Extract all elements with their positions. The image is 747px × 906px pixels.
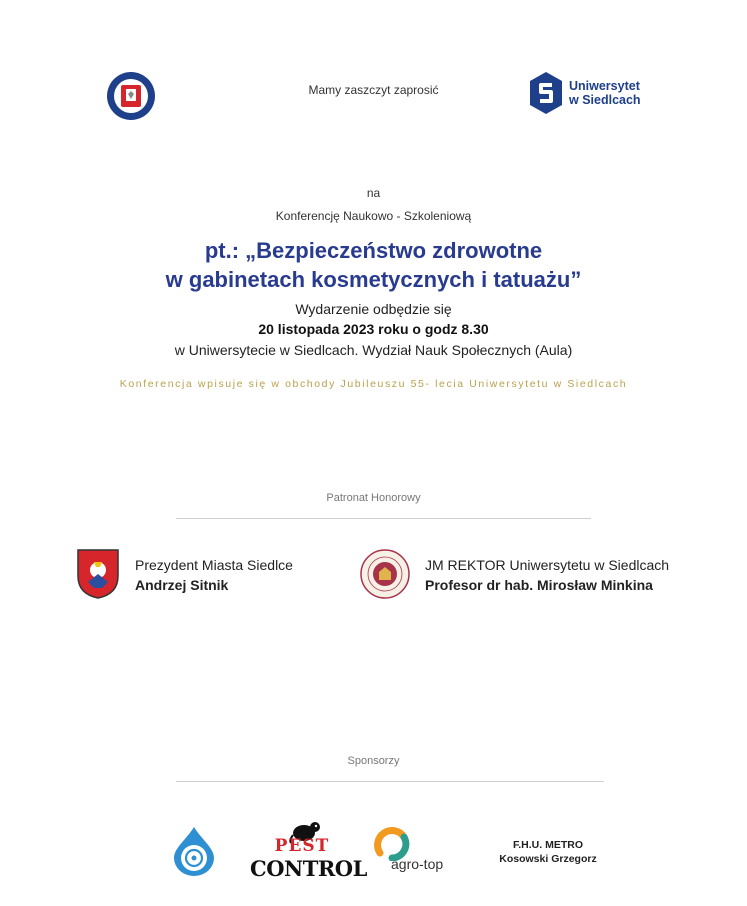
- agro-top-logo: [374, 827, 466, 875]
- conference-type: Konferencję Naukowo - Szkoleniową: [275, 209, 472, 223]
- event-date: 20 listopada 2023 roku o godz 8.30: [258, 321, 489, 337]
- patron-1-title: Prezydent Miasta Siedlce: [135, 557, 293, 573]
- uniwersytet-w-siedlcach-logo-icon: [528, 71, 564, 115]
- sponsors-divider: [176, 781, 604, 782]
- patron-1-name: Andrzej Sitnik: [135, 577, 229, 593]
- pest-text: PEST: [274, 836, 330, 856]
- university-seal-icon: [360, 549, 410, 599]
- patron-2: [425, 555, 669, 595]
- event-info-line1: Wydarzenie odbędzie się: [295, 301, 452, 317]
- patronage-divider: [176, 518, 591, 519]
- fhu-metro-line1: F.H.U. METRO: [513, 839, 583, 851]
- invite-text: Mamy zaszczyt zaprosić: [308, 83, 439, 97]
- sponsors-label: Sponsorzy: [347, 755, 400, 767]
- title-line1: pt.: „Bezpieczeństwo zdrowotne: [204, 238, 543, 263]
- event-location: w Uniwersytecie w Siedlcach. Wydział Nauk Społecznych (Aula): [174, 342, 573, 358]
- university-name: [569, 79, 641, 107]
- control-text: CONTROL: [250, 856, 367, 881]
- pwik-water-drop-logo-icon: [172, 826, 216, 876]
- patronage-label: Patronat Honorowy: [326, 492, 421, 504]
- patron-1: [135, 555, 293, 595]
- siedlce-coat-of-arms-icon: [76, 548, 120, 600]
- pest-control-logo: [250, 818, 367, 884]
- patron-2-title: JM REKTOR Uniwersytetu w Siedlcach: [425, 557, 670, 573]
- fhu-metro-line2: Kosowski Grzegorz: [499, 853, 597, 865]
- title-line2: w gabinetach kosmetycznych i tatuażu”: [165, 267, 582, 292]
- patron-2-name: Profesor dr hab. Mirosław Minkina: [425, 577, 653, 593]
- agro-top-text: agro-top: [391, 856, 444, 872]
- fhu-metro-logo: [478, 838, 618, 866]
- university-name-line1: Uniwersytet: [569, 79, 640, 93]
- jubilee-note: Konferencja wpisuje się w obchody Jubileuszu 55- lecia Uniwersytetu w Siedlcach: [119, 378, 628, 390]
- university-name-line2: w Siedlcach: [569, 93, 641, 107]
- na-text: na: [366, 186, 381, 200]
- conference-title: [0, 236, 747, 294]
